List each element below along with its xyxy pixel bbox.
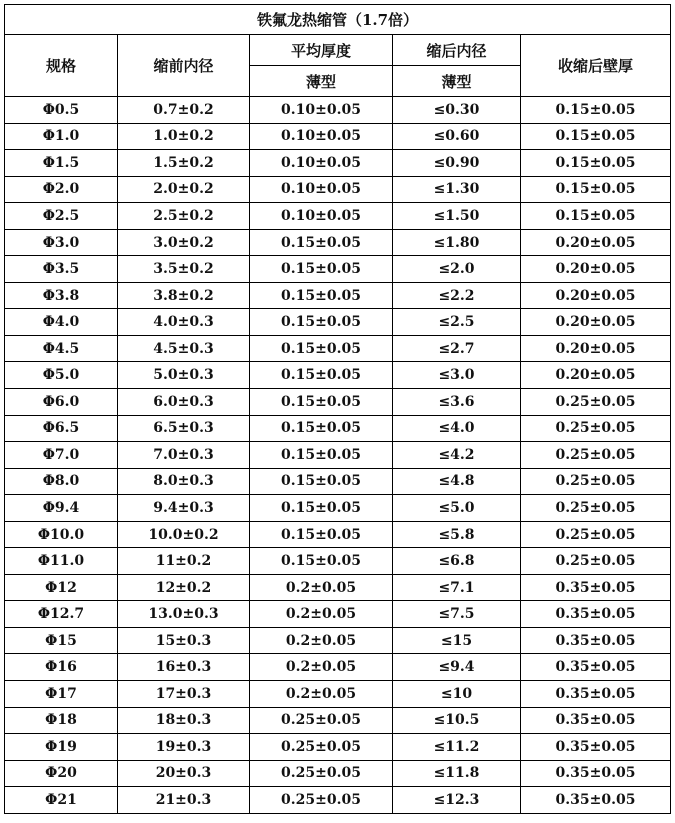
header-avg-thickness: 平均厚度 bbox=[250, 35, 393, 66]
cell-inner-before: 1.5±0.2 bbox=[118, 150, 250, 177]
cell-inner-after: ≤0.60 bbox=[393, 123, 521, 150]
cell-inner-before: 5.0±0.3 bbox=[118, 362, 250, 389]
cell-inner-before: 2.5±0.2 bbox=[118, 203, 250, 230]
cell-avg-thickness: 0.15±0.05 bbox=[250, 362, 393, 389]
cell-inner-before: 12±0.2 bbox=[118, 574, 250, 601]
table-row bbox=[5, 574, 671, 601]
cell-spec: Φ11.0 bbox=[5, 548, 118, 575]
cell-inner-after: ≤4.0 bbox=[393, 415, 521, 442]
table-row bbox=[5, 362, 671, 389]
cell-avg-thickness: 0.25±0.05 bbox=[250, 734, 393, 761]
cell-wall-after: 0.20±0.05 bbox=[521, 282, 671, 309]
cell-spec: Φ9.4 bbox=[5, 495, 118, 522]
cell-spec: Φ3.8 bbox=[5, 282, 118, 309]
cell-inner-before: 11±0.2 bbox=[118, 548, 250, 575]
table-row bbox=[5, 548, 671, 575]
table-row bbox=[5, 203, 671, 230]
cell-avg-thickness: 0.15±0.05 bbox=[250, 415, 393, 442]
cell-avg-thickness: 0.15±0.05 bbox=[250, 468, 393, 495]
cell-wall-after: 0.25±0.05 bbox=[521, 468, 671, 495]
cell-inner-before: 4.0±0.3 bbox=[118, 309, 250, 336]
cell-wall-after: 0.35±0.05 bbox=[521, 681, 671, 708]
cell-inner-after: ≤4.2 bbox=[393, 442, 521, 469]
cell-inner-after: ≤2.2 bbox=[393, 282, 521, 309]
cell-spec: Φ20 bbox=[5, 760, 118, 787]
cell-avg-thickness: 0.15±0.05 bbox=[250, 282, 393, 309]
cell-wall-after: 0.25±0.05 bbox=[521, 415, 671, 442]
cell-inner-before: 3.5±0.2 bbox=[118, 256, 250, 283]
cell-avg-thickness: 0.25±0.05 bbox=[250, 707, 393, 734]
cell-inner-after: ≤10.5 bbox=[393, 707, 521, 734]
cell-wall-after: 0.20±0.05 bbox=[521, 256, 671, 283]
cell-wall-after: 0.35±0.05 bbox=[521, 601, 671, 628]
cell-inner-before: 17±0.3 bbox=[118, 681, 250, 708]
cell-avg-thickness: 0.2±0.05 bbox=[250, 681, 393, 708]
cell-spec: Φ19 bbox=[5, 734, 118, 761]
table-row bbox=[5, 229, 671, 256]
cell-wall-after: 0.35±0.05 bbox=[521, 787, 671, 814]
cell-spec: Φ3.5 bbox=[5, 256, 118, 283]
cell-inner-after: ≤5.0 bbox=[393, 495, 521, 522]
cell-inner-after: ≤1.30 bbox=[393, 176, 521, 203]
cell-wall-after: 0.15±0.05 bbox=[521, 203, 671, 230]
cell-inner-before: 7.0±0.3 bbox=[118, 442, 250, 469]
cell-wall-after: 0.20±0.05 bbox=[521, 229, 671, 256]
cell-inner-after: ≤11.2 bbox=[393, 734, 521, 761]
cell-inner-after: ≤3.6 bbox=[393, 389, 521, 416]
cell-inner-after: ≤2.5 bbox=[393, 309, 521, 336]
cell-spec: Φ2.5 bbox=[5, 203, 118, 230]
cell-inner-before: 1.0±0.2 bbox=[118, 123, 250, 150]
cell-wall-after: 0.35±0.05 bbox=[521, 734, 671, 761]
cell-spec: Φ4.0 bbox=[5, 309, 118, 336]
cell-avg-thickness: 0.15±0.05 bbox=[250, 389, 393, 416]
cell-wall-after: 0.20±0.05 bbox=[521, 309, 671, 336]
table-row bbox=[5, 601, 671, 628]
cell-avg-thickness: 0.15±0.05 bbox=[250, 229, 393, 256]
cell-inner-before: 19±0.3 bbox=[118, 734, 250, 761]
table-row bbox=[5, 176, 671, 203]
cell-avg-thickness: 0.10±0.05 bbox=[250, 203, 393, 230]
header-spec: 规格 bbox=[5, 35, 118, 97]
cell-inner-before: 18±0.3 bbox=[118, 707, 250, 734]
header-inner-before: 缩前内径 bbox=[118, 35, 250, 97]
cell-avg-thickness: 0.15±0.05 bbox=[250, 521, 393, 548]
table-row bbox=[5, 442, 671, 469]
cell-inner-before: 3.8±0.2 bbox=[118, 282, 250, 309]
header-thin-type: 薄型 bbox=[393, 66, 521, 97]
cell-inner-after: ≤2.7 bbox=[393, 335, 521, 362]
cell-inner-before: 10.0±0.2 bbox=[118, 521, 250, 548]
cell-wall-after: 0.15±0.05 bbox=[521, 176, 671, 203]
cell-wall-after: 0.25±0.05 bbox=[521, 389, 671, 416]
table-row bbox=[5, 495, 671, 522]
cell-spec: Φ12.7 bbox=[5, 601, 118, 628]
table-row bbox=[5, 627, 671, 654]
cell-wall-after: 0.15±0.05 bbox=[521, 150, 671, 177]
table-title: 铁氟龙热缩管（1.7倍） bbox=[5, 5, 671, 35]
table-row bbox=[5, 521, 671, 548]
cell-avg-thickness: 0.10±0.05 bbox=[250, 150, 393, 177]
cell-avg-thickness: 0.10±0.05 bbox=[250, 176, 393, 203]
cell-inner-after: ≤9.4 bbox=[393, 654, 521, 681]
cell-inner-after: ≤2.0 bbox=[393, 256, 521, 283]
cell-wall-after: 0.35±0.05 bbox=[521, 574, 671, 601]
cell-avg-thickness: 0.15±0.05 bbox=[250, 309, 393, 336]
cell-spec: Φ5.0 bbox=[5, 362, 118, 389]
cell-wall-after: 0.25±0.05 bbox=[521, 521, 671, 548]
cell-avg-thickness: 0.2±0.05 bbox=[250, 654, 393, 681]
cell-spec: Φ12 bbox=[5, 574, 118, 601]
cell-spec: Φ17 bbox=[5, 681, 118, 708]
table-row bbox=[5, 309, 671, 336]
cell-avg-thickness: 0.15±0.05 bbox=[250, 442, 393, 469]
cell-spec: Φ1.5 bbox=[5, 150, 118, 177]
cell-inner-before: 15±0.3 bbox=[118, 627, 250, 654]
cell-avg-thickness: 0.15±0.05 bbox=[250, 256, 393, 283]
cell-wall-after: 0.35±0.05 bbox=[521, 707, 671, 734]
cell-inner-after: ≤5.8 bbox=[393, 521, 521, 548]
cell-wall-after: 0.20±0.05 bbox=[521, 362, 671, 389]
table-row bbox=[5, 97, 671, 124]
cell-inner-before: 6.0±0.3 bbox=[118, 389, 250, 416]
cell-spec: Φ16 bbox=[5, 654, 118, 681]
cell-inner-before: 21±0.3 bbox=[118, 787, 250, 814]
cell-wall-after: 0.25±0.05 bbox=[521, 495, 671, 522]
table-body bbox=[5, 5, 671, 814]
cell-inner-before: 16±0.3 bbox=[118, 654, 250, 681]
cell-inner-after: ≤11.8 bbox=[393, 760, 521, 787]
cell-spec: Φ7.0 bbox=[5, 442, 118, 469]
cell-inner-before: 0.7±0.2 bbox=[118, 97, 250, 124]
cell-avg-thickness: 0.2±0.05 bbox=[250, 601, 393, 628]
cell-spec: Φ18 bbox=[5, 707, 118, 734]
cell-spec: Φ2.0 bbox=[5, 176, 118, 203]
cell-inner-after: ≤10 bbox=[393, 681, 521, 708]
cell-spec: Φ3.0 bbox=[5, 229, 118, 256]
table-row bbox=[5, 389, 671, 416]
spec-table bbox=[4, 4, 671, 814]
cell-wall-after: 0.25±0.05 bbox=[521, 548, 671, 575]
cell-inner-before: 9.4±0.3 bbox=[118, 495, 250, 522]
cell-inner-before: 6.5±0.3 bbox=[118, 415, 250, 442]
table-row bbox=[5, 150, 671, 177]
table-row bbox=[5, 707, 671, 734]
header-inner-after: 缩后内径 bbox=[393, 35, 521, 66]
header-row-1 bbox=[5, 35, 671, 66]
cell-wall-after: 0.25±0.05 bbox=[521, 442, 671, 469]
table-row bbox=[5, 654, 671, 681]
cell-inner-after: ≤7.1 bbox=[393, 574, 521, 601]
cell-spec: Φ4.5 bbox=[5, 335, 118, 362]
cell-spec: Φ21 bbox=[5, 787, 118, 814]
table-row bbox=[5, 335, 671, 362]
cell-inner-after: ≤7.5 bbox=[393, 601, 521, 628]
cell-avg-thickness: 0.25±0.05 bbox=[250, 760, 393, 787]
cell-inner-after: ≤3.0 bbox=[393, 362, 521, 389]
table-row bbox=[5, 123, 671, 150]
cell-inner-before: 2.0±0.2 bbox=[118, 176, 250, 203]
cell-spec: Φ15 bbox=[5, 627, 118, 654]
title-row bbox=[5, 5, 671, 35]
table-row bbox=[5, 681, 671, 708]
cell-wall-after: 0.35±0.05 bbox=[521, 627, 671, 654]
cell-inner-before: 3.0±0.2 bbox=[118, 229, 250, 256]
cell-wall-after: 0.15±0.05 bbox=[521, 123, 671, 150]
cell-inner-before: 20±0.3 bbox=[118, 760, 250, 787]
table-row bbox=[5, 760, 671, 787]
cell-inner-after: ≤0.90 bbox=[393, 150, 521, 177]
cell-spec: Φ0.5 bbox=[5, 97, 118, 124]
cell-spec: Φ6.5 bbox=[5, 415, 118, 442]
cell-inner-after: ≤4.8 bbox=[393, 468, 521, 495]
cell-wall-after: 0.35±0.05 bbox=[521, 760, 671, 787]
header-wall-after: 收缩后壁厚 bbox=[521, 35, 671, 97]
cell-spec: Φ10.0 bbox=[5, 521, 118, 548]
table-row bbox=[5, 734, 671, 761]
cell-inner-before: 8.0±0.3 bbox=[118, 468, 250, 495]
cell-avg-thickness: 0.15±0.05 bbox=[250, 495, 393, 522]
cell-avg-thickness: 0.15±0.05 bbox=[250, 335, 393, 362]
cell-spec: Φ8.0 bbox=[5, 468, 118, 495]
cell-wall-after: 0.15±0.05 bbox=[521, 97, 671, 124]
cell-inner-after: ≤12.3 bbox=[393, 787, 521, 814]
table-row bbox=[5, 468, 671, 495]
table-row bbox=[5, 282, 671, 309]
cell-inner-after: ≤1.50 bbox=[393, 203, 521, 230]
cell-avg-thickness: 0.10±0.05 bbox=[250, 123, 393, 150]
cell-avg-thickness: 0.25±0.05 bbox=[250, 787, 393, 814]
cell-inner-before: 13.0±0.3 bbox=[118, 601, 250, 628]
header-thin-type: 薄型 bbox=[250, 66, 393, 97]
cell-inner-after: ≤15 bbox=[393, 627, 521, 654]
cell-avg-thickness: 0.2±0.05 bbox=[250, 574, 393, 601]
cell-spec: Φ6.0 bbox=[5, 389, 118, 416]
cell-inner-before: 4.5±0.3 bbox=[118, 335, 250, 362]
cell-inner-after: ≤6.8 bbox=[393, 548, 521, 575]
table-row bbox=[5, 415, 671, 442]
cell-spec: Φ1.0 bbox=[5, 123, 118, 150]
cell-avg-thickness: 0.10±0.05 bbox=[250, 97, 393, 124]
table-row bbox=[5, 256, 671, 283]
cell-inner-after: ≤0.30 bbox=[393, 97, 521, 124]
cell-avg-thickness: 0.2±0.05 bbox=[250, 627, 393, 654]
cell-wall-after: 0.20±0.05 bbox=[521, 335, 671, 362]
cell-wall-after: 0.35±0.05 bbox=[521, 654, 671, 681]
cell-inner-after: ≤1.80 bbox=[393, 229, 521, 256]
cell-avg-thickness: 0.15±0.05 bbox=[250, 548, 393, 575]
table-row bbox=[5, 787, 671, 814]
